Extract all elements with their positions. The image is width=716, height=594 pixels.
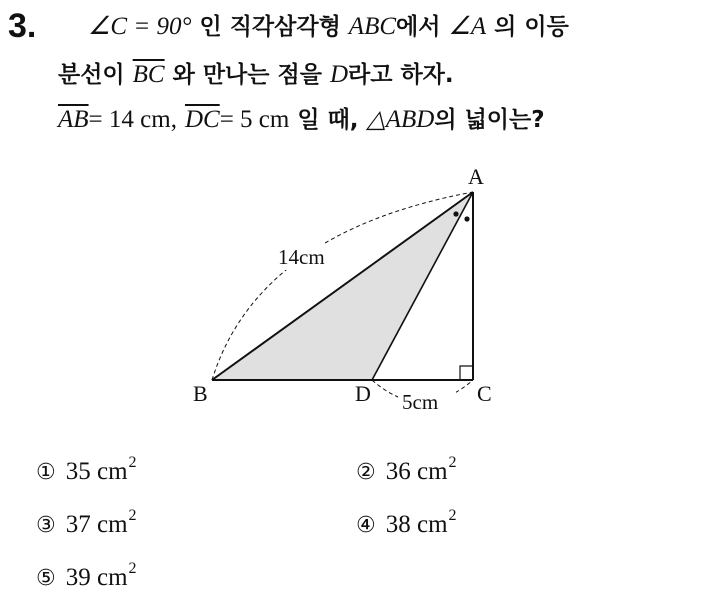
vertex-label-b: B [193, 381, 208, 406]
line1-text-a: 인 직각삼각형 [199, 14, 341, 40]
choice-3-number: ③ [36, 513, 56, 538]
unit-exponent: 2 [448, 507, 457, 524]
choice-4-value: 38 [385, 511, 411, 538]
dc-value: = 5 cm [219, 106, 290, 133]
vertex-label-c: C [477, 381, 492, 406]
point-d: D [329, 61, 348, 88]
unit-text: cm [416, 458, 448, 485]
unit-exponent: 2 [128, 454, 137, 471]
choice-3[interactable] [36, 501, 137, 541]
segment-bc: $\overline{BC}$ [132, 61, 165, 88]
choice-3-value: 37 [65, 511, 91, 538]
ab-value: = 14 cm, [88, 106, 177, 133]
unit-text: cm [416, 511, 448, 538]
unit-text: cm [96, 564, 128, 591]
line1-text-c: 의 이등 [494, 14, 569, 40]
segment-dc: $\overline{DC}$ [184, 106, 220, 133]
line3-text-a: 일 때, [297, 107, 359, 133]
triangle-abd: △ABD [366, 106, 435, 133]
question-number: 3. [8, 7, 37, 45]
angle-mark-dot-2 [464, 216, 469, 221]
vertex-label-a: A [468, 164, 484, 189]
angle-mark-dot-1 [453, 211, 458, 216]
choice-2-value: 36 [385, 458, 411, 485]
length-label-dc: 5cm [402, 390, 439, 414]
unit-text: cm [96, 458, 128, 485]
choice-1-value: 35 [65, 458, 91, 485]
unit-exponent: 2 [128, 560, 137, 577]
vertex-label-d: D [355, 381, 371, 406]
choice-1-number: ① [36, 460, 56, 485]
choice-5-number: ⑤ [36, 566, 56, 591]
triangle-abc: ABC [348, 13, 397, 40]
choice-2[interactable] [356, 448, 457, 488]
choice-4[interactable] [356, 501, 457, 541]
choice-1-unit [91, 454, 137, 485]
choice-3-unit [91, 507, 137, 538]
unit-exponent: 2 [128, 507, 137, 524]
line2-text-b: 와 만나는 점을 [172, 62, 322, 88]
line1-text-b: 에서 [396, 14, 441, 40]
segment-ab: $\overline{AB}$ [58, 106, 89, 133]
choice-4-number: ④ [356, 513, 376, 538]
angle-a: ∠A [448, 13, 487, 40]
length-label-ab: 14cm [278, 245, 325, 269]
choice-4-unit [411, 507, 457, 538]
line2-text-c: 라고 하자. [348, 62, 454, 88]
unit-text: cm [96, 511, 128, 538]
choice-5-value: 39 [65, 564, 91, 591]
choice-5[interactable] [36, 554, 137, 594]
right-angle-mark [460, 366, 473, 380]
unit-exponent: 2 [448, 454, 457, 471]
choice-2-number: ② [356, 460, 376, 485]
choice-2-unit [411, 454, 457, 485]
line3-text-b: 의 넓이는? [434, 107, 545, 133]
choice-1[interactable] [36, 448, 137, 488]
line2-text-a: 분선이 [58, 62, 125, 88]
choice-5-unit [91, 560, 137, 591]
angle-c-expression: ∠C = 90° [88, 13, 192, 40]
